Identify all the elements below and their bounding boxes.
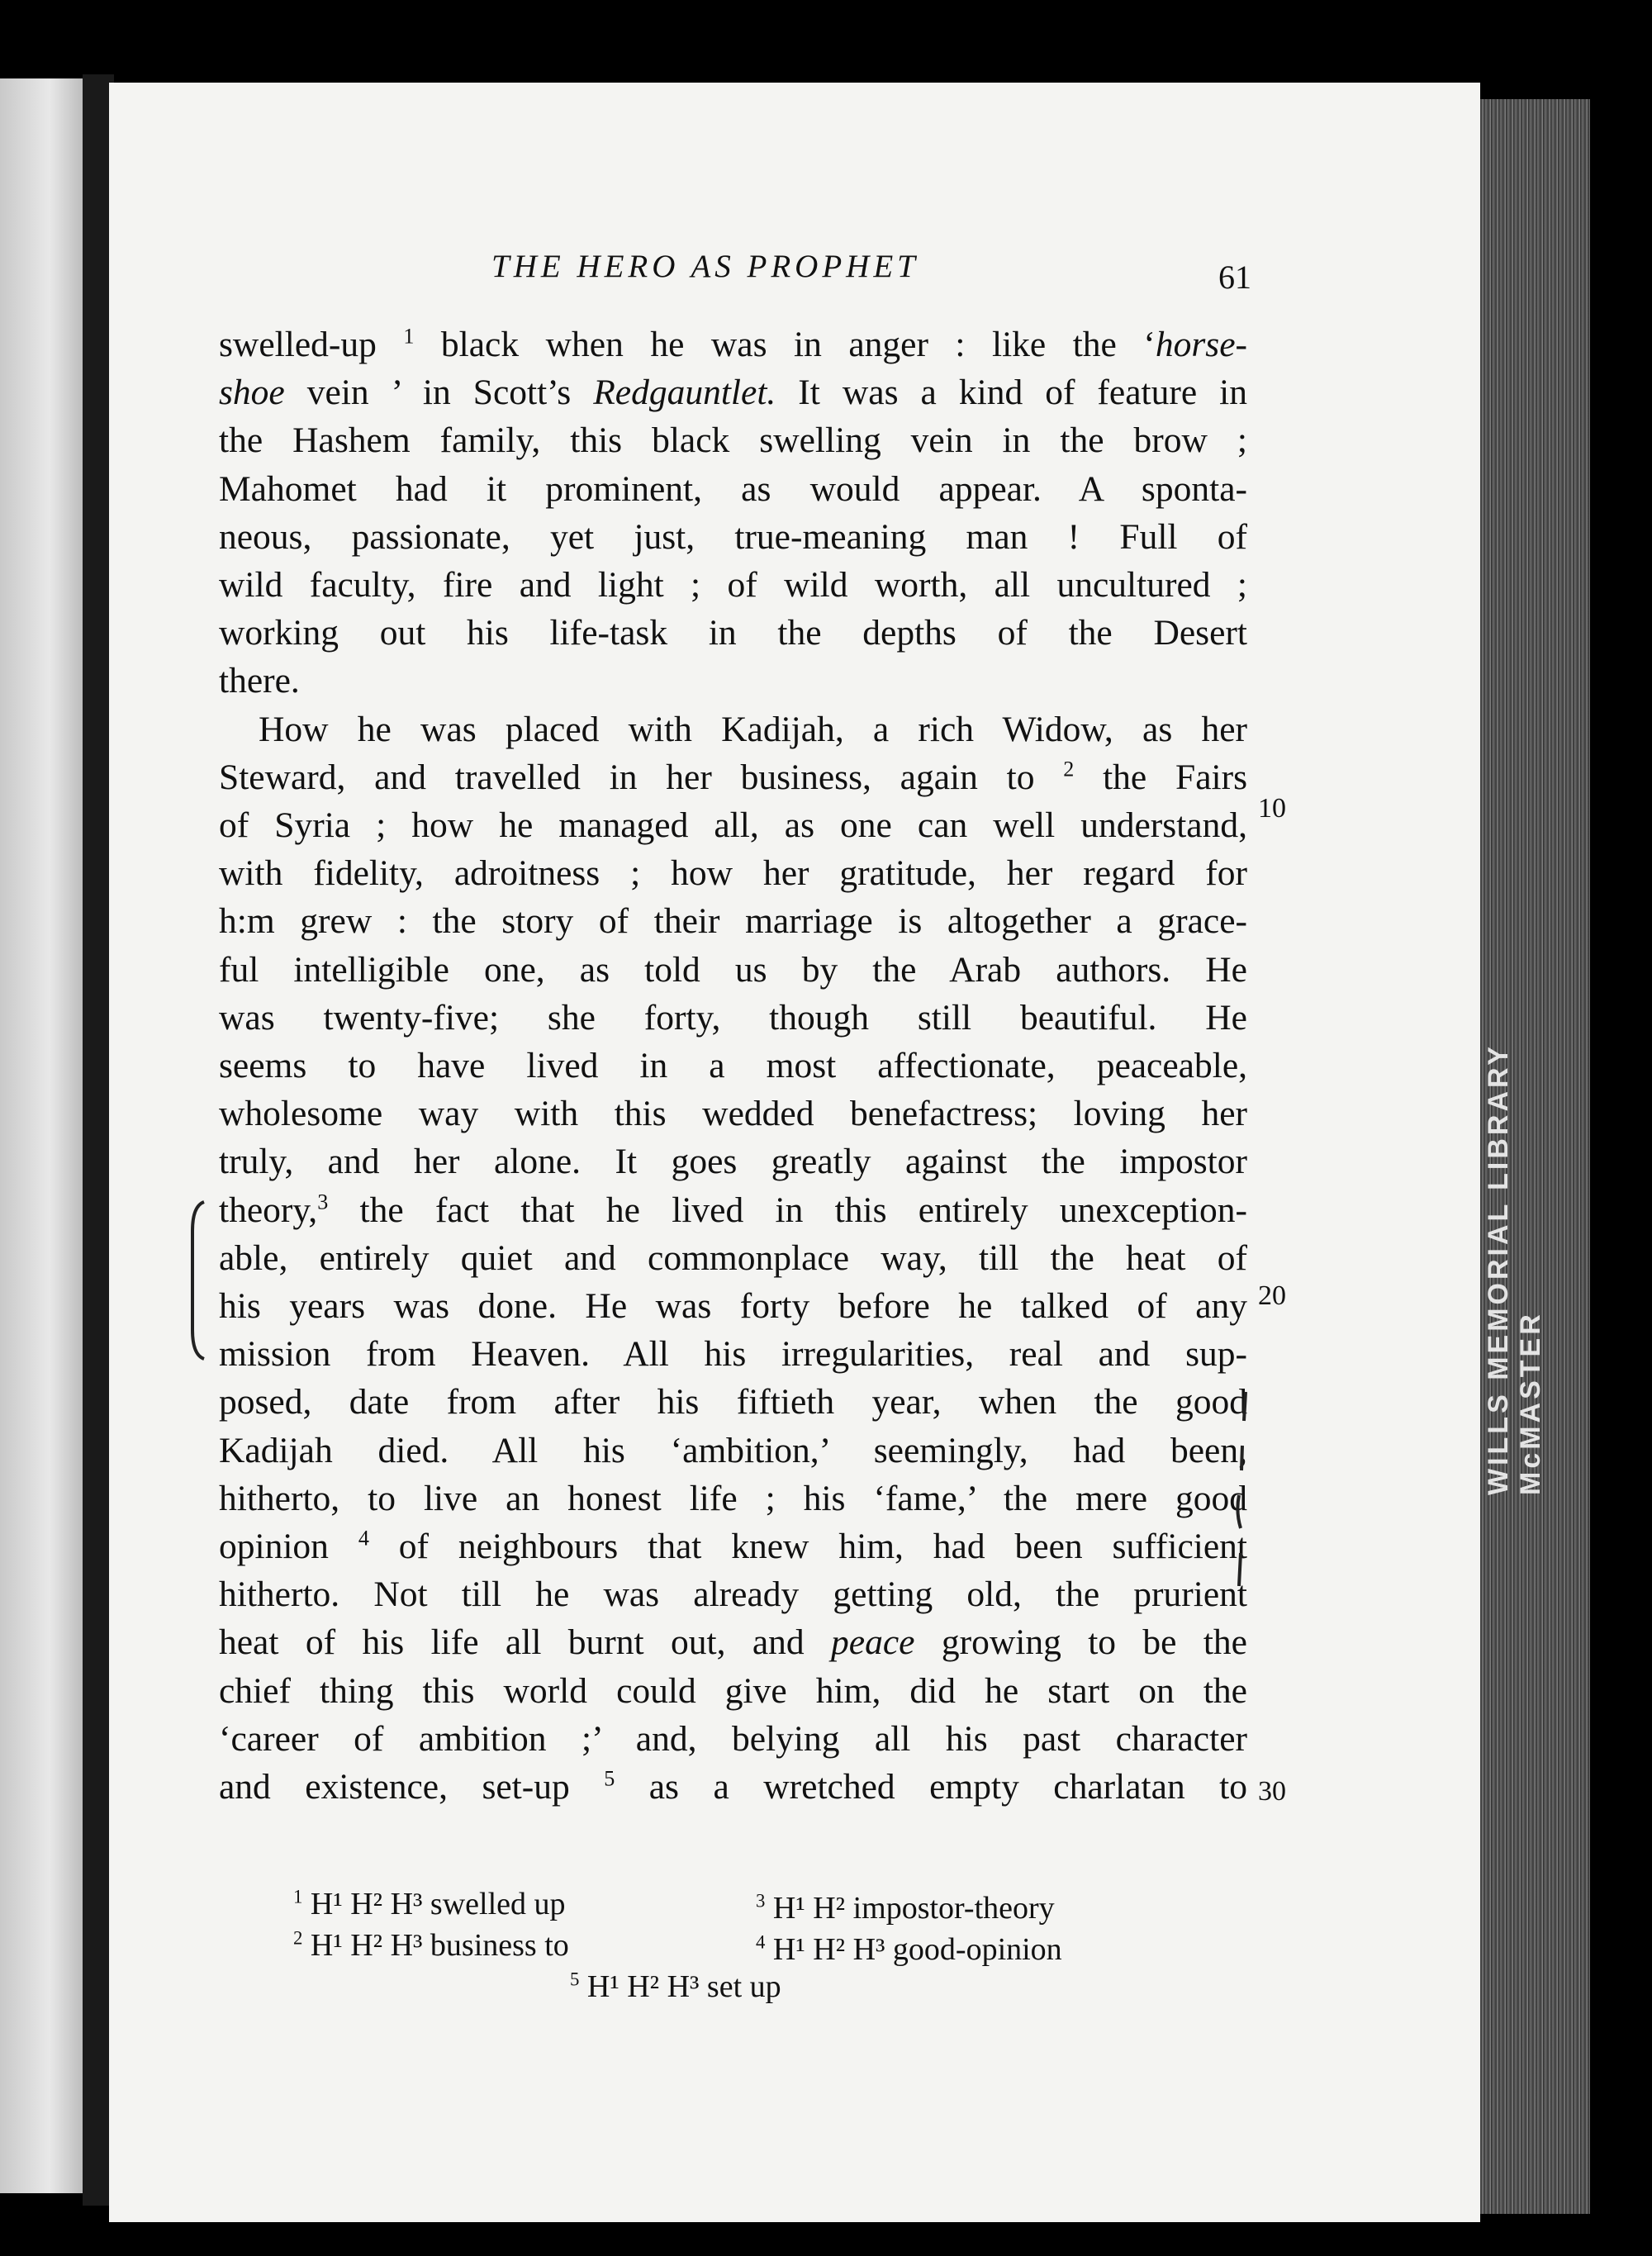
facing-page-edge	[0, 78, 83, 2193]
footnote-5: $^5$ H¹ H² H³ set up	[570, 1969, 781, 2004]
line-number-20: 20	[1258, 1280, 1286, 1311]
text-line: was twenty-five; she forty, though still beautiful. He	[219, 997, 1247, 1038]
text-line: hitherto. Not till he was already getting old, the prurient	[219, 1574, 1247, 1615]
page-number: 61	[1218, 259, 1251, 296]
footnote-ref: 5	[604, 1766, 615, 1791]
margin-marks-right	[1231, 1388, 1256, 1594]
footnote-ref: 3	[317, 1190, 329, 1214]
text-line: his years was done. He was forty before he talked of any	[219, 1286, 1247, 1327]
footnote-1: $^1$ H¹ H² H³ swelled up	[293, 1886, 566, 1921]
footnote-ref: 1	[403, 324, 415, 349]
body-text	[219, 321, 1247, 1811]
text-line: ‘career of ambition ;’ and, belying all his past character	[219, 1718, 1247, 1759]
text-line: there.	[219, 661, 300, 701]
page-header	[491, 248, 1251, 297]
text-line: How he was placed with Kadijah, a rich Widow, as her	[259, 709, 1247, 749]
text-line: wild faculty, fire and light ; of wild worth, all uncultured ;	[219, 565, 1247, 606]
text-line: chief thing this world could give him, did he start on the	[219, 1670, 1247, 1711]
footnote-ref: 2	[1063, 757, 1075, 781]
text-line: of Syria ; how he managed all, as one can well understand,	[219, 805, 1247, 846]
footnote-3: $^3$ H¹ H² impostor-theory	[756, 1890, 1055, 1926]
footnote-2: $^2$ H¹ H² H³ business to	[293, 1927, 569, 1963]
text-line: Mahomet had it prominent, as would appear. A sponta-	[219, 468, 1247, 509]
text-line: Kadijah died. All his ‘ambition,’ seemingly, had been,	[219, 1430, 1247, 1470]
text-line: ful intelligible one, as told us by the Arab authors. He	[219, 949, 1247, 990]
text-line: with fidelity, adroitness ; how her gratitude, her regard for	[219, 853, 1247, 894]
text-line: heat of his life all burnt out, and peace growing to be the	[219, 1622, 1247, 1663]
text-line: h:m grew : the story of their marriage is altogether a grace-	[219, 901, 1247, 942]
text-line: posed, date from after his fiftieth year, when the good	[219, 1382, 1247, 1422]
text-line: seems to have lived in a most affectionate, peaceable,	[219, 1046, 1247, 1086]
text-line: working out his life-task in the depths of the Desert	[219, 613, 1247, 653]
footnote-4: $^4$ H¹ H² H³ good-opinion	[756, 1931, 1062, 1967]
text-line: swelled-up $^1$ black when he was in anger : like the ‘horse-	[219, 324, 1248, 364]
text-line: neous, passionate, yet just, true-meaning man ! Full of	[219, 516, 1247, 557]
text-line: mission from Heaven. All his irregularities, real and sup-	[219, 1334, 1247, 1375]
text-line: shoe vein ’ in Scott’s Redgauntlet. It was a kind of feature in	[219, 373, 1248, 413]
text-line: the Hashem family, this black swelling vein in the brow ;	[219, 420, 1247, 461]
text-line: able, entirely quiet and commonplace way, till the heat of	[219, 1237, 1247, 1278]
text-line: theory,$^3$ the fact that he lived in this entirely unexception-	[219, 1190, 1247, 1230]
text-line: and existence, set-up $^5$ as a wretched empty charlatan to	[219, 1766, 1247, 1807]
text-line: opinion $^4$ of neighbours that knew him, had been sufficient	[219, 1526, 1248, 1567]
line-number-10: 10	[1258, 793, 1286, 824]
text-line: hitherto, to live an honest life ; his ‘fame,’ the mere good	[219, 1478, 1247, 1518]
line-number-30: 30	[1258, 1776, 1286, 1807]
running-title: THE HERO AS PROPHET	[491, 249, 919, 284]
text-line: Steward, and travelled in her business, again to $^2$ the Fairs	[219, 757, 1248, 797]
library-stamp: WILLS MEMORIAL LIBRARY McMASTER	[1483, 1043, 1546, 1495]
text-line: wholesome way with this wedded benefactress; loving her	[219, 1094, 1247, 1134]
margin-bracket-left	[186, 1198, 211, 1363]
footnote-ref: 4	[358, 1526, 369, 1551]
text-line: truly, and her alone. It goes greatly against the impostor	[219, 1142, 1247, 1182]
